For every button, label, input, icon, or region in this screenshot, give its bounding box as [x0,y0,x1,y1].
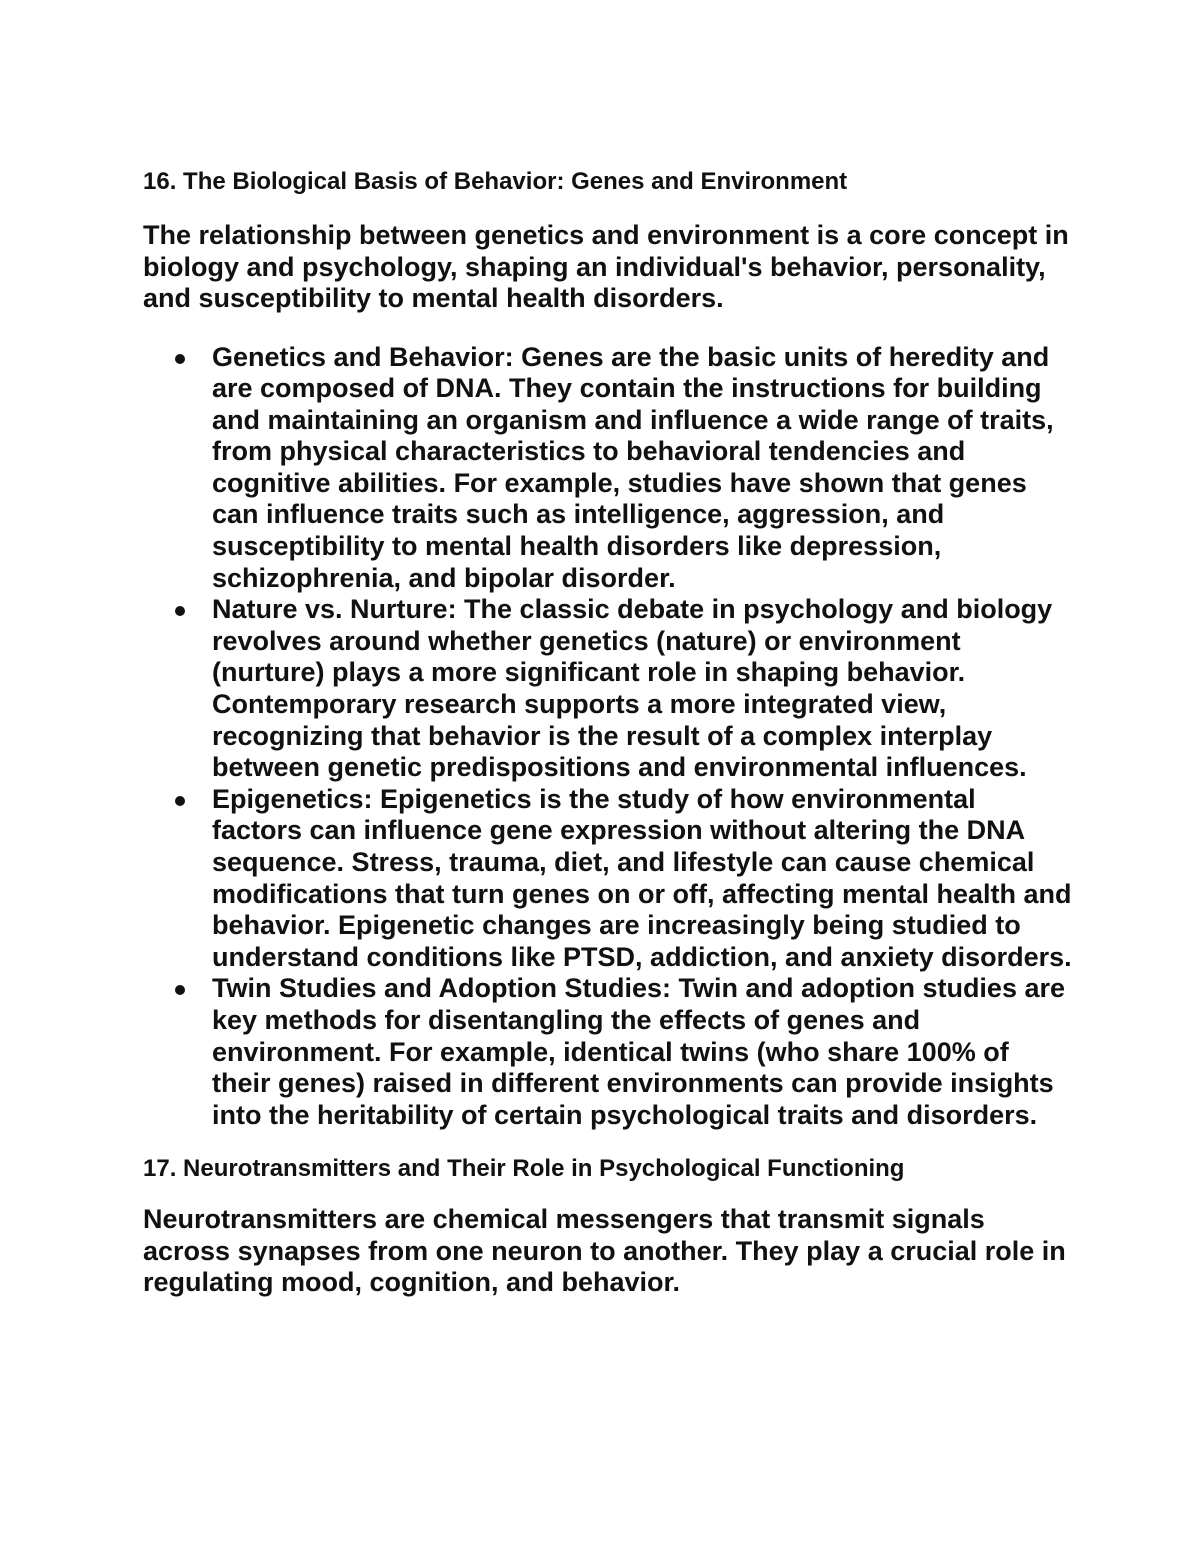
bullet-dot-icon [175,985,185,995]
section-17-intro: Neurotransmitters are chemical messengers that transmit signals across synapses from one neuron to another. They play a crucial role in regulating mood, cognition, and behavior. [143,1204,1066,1298]
bullet-text: Twin Studies and Adoption Studies: Twin and adoption studies are key methods for disentangling the effects of genes and environment. For example, identical twins (who share 100% of their genes) raised in different environments can provide insights into the heritability of certain psychological traits and disorders. [212,973,1066,1130]
bullet-epigenetics [143,784,1073,974]
bullet-genetics-and-behavior [143,342,1073,595]
section-17-heading: 17. Neurotransmitters and Their Role in Psychological Functioning [143,1155,905,1183]
document-page [143,166,1073,1299]
bullet-nature-vs-nurture [143,594,1073,784]
bullet-text: Nature vs. Nurture: The classic debate in psychology and biology revolves around whether genetics (nature) or environment (nurture) plays a more significant role in shaping behavior. Contemporary research supports a more integrated view, recognizing that behavior is the result of a complex interplay between genetic predispositions and environmental influences. [212,594,1053,783]
bullet-dot-icon [175,606,185,616]
section-16-intro: The relationship between genetics and environment is a core concept in biology and psychology, shaping an individual's behavior, personality, and susceptibility to mental health disorders. [143,220,1069,313]
bullet-dot-icon [175,354,185,364]
bullet-text: Epigenetics: Epigenetics is the study of how environmental factors can influence gene expression without altering the DNA sequence. Stress, trauma, diet, and lifestyle can cause chemical modifications that turn genes on or off, affecting mental health and behavior. Epigenetic changes are increasingly being studied to understand conditions like PTSD, addiction, and anxiety disorders. [212,783,1072,972]
section-16-bullet-list [143,342,1073,1132]
section-16-heading: 16. The Biological Basis of Behavior: Genes and Environment [143,168,848,195]
bullet-text: Genetics and Behavior: Genes are the basic units of heredity and are composed of DNA. They contain the instructions for building and maintaining an organism and influence a wide range of traits, from physical characteristics to behavioral tendencies and cognitive abilities. For example, studies have shown that genes can influence traits such as intelligence, aggression, and susceptibility to mental health disorders like depression, schizophrenia, and bipolar disorder. [212,341,1054,593]
bullet-twin-and-adoption-studies [143,973,1073,1131]
bullet-dot-icon [175,796,185,806]
